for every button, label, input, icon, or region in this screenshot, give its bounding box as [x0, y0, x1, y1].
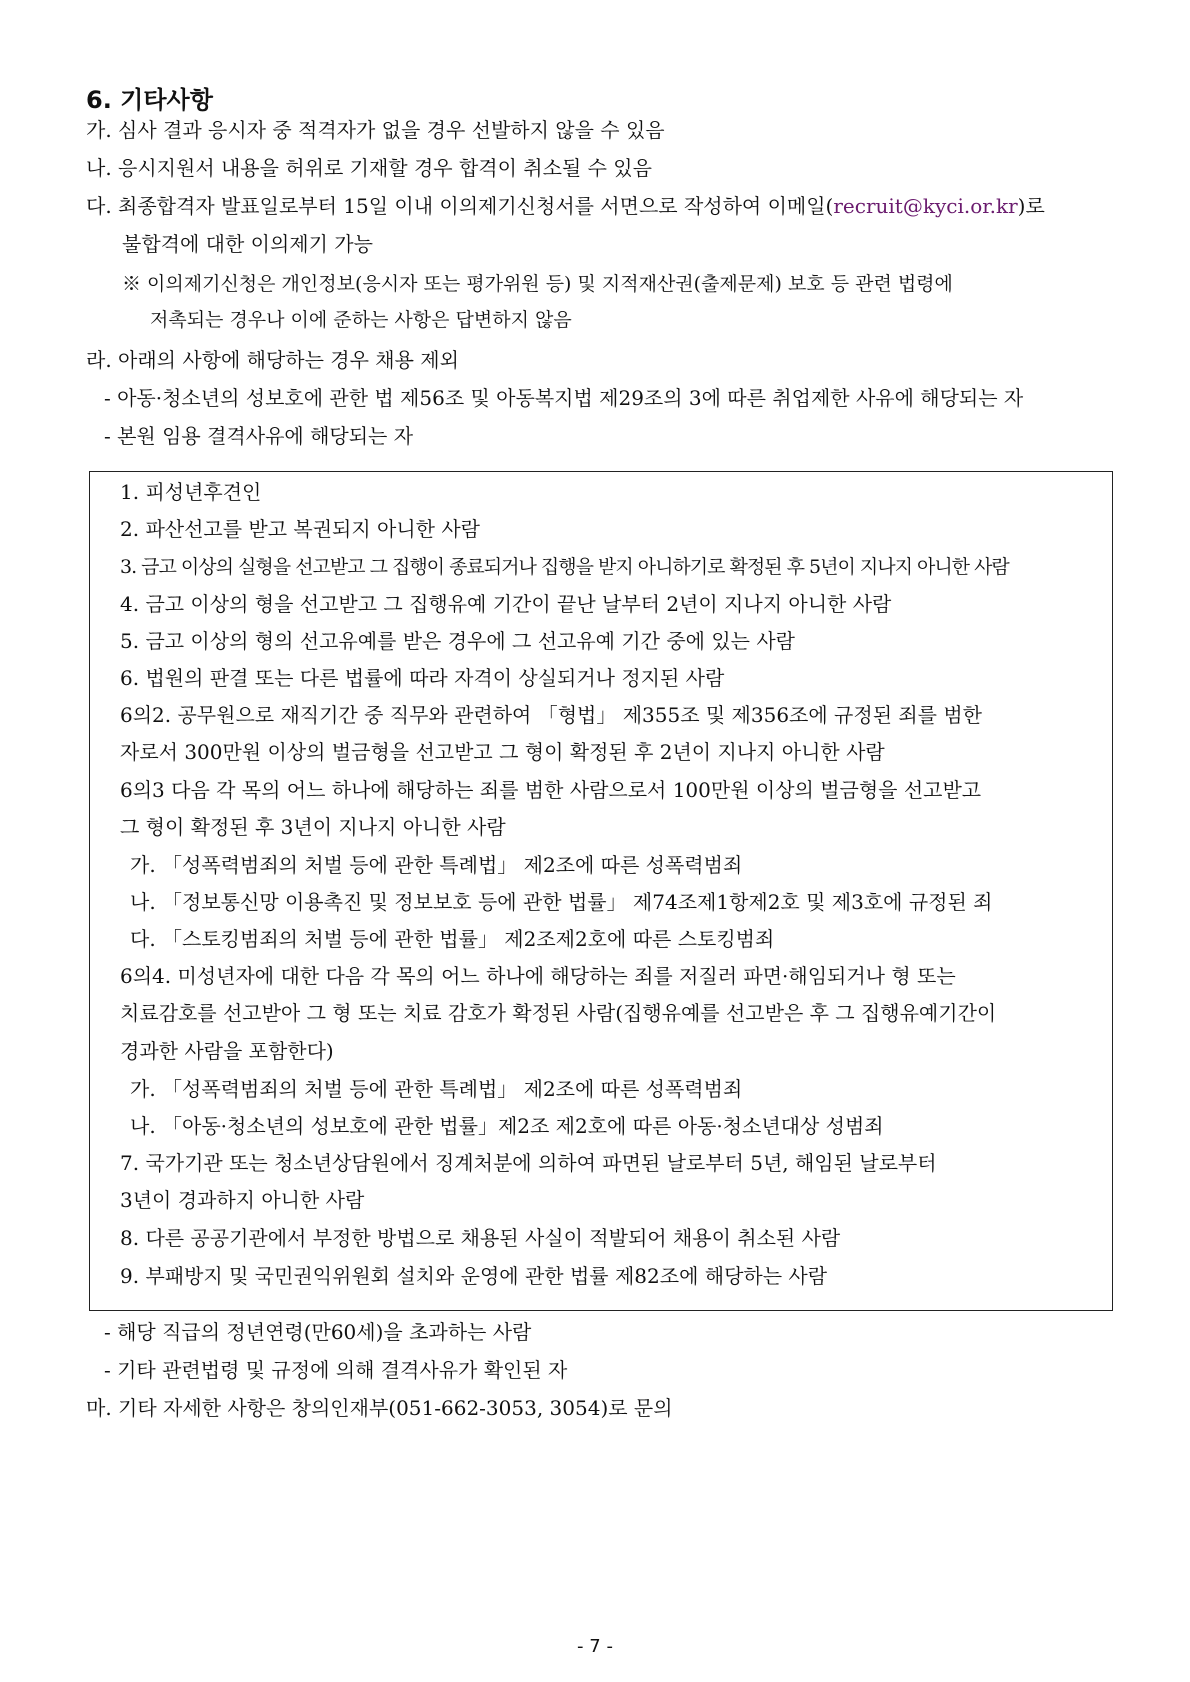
disqualification-box [89, 471, 1113, 1311]
box-line: 나. 「정보통신망 이용촉진 및 정보보호 등에 관한 법률」 제74조제1항제2호 및 제3호에 규정된 죄 [130, 890, 993, 914]
item-na: 나. 응시지원서 내용을 허위로 기재할 경우 합격이 취소될 수 있음 [86, 156, 652, 180]
item-ma: 마. 기타 자세한 사항은 창의인재부(051-662-3053, 3054)로 문의 [86, 1396, 673, 1420]
page-number: - 7 - [577, 1636, 613, 1657]
item-ga: 가. 심사 결과 응시자 중 적격자가 없을 경우 선발하지 않을 수 있음 [86, 118, 665, 142]
box-line: 다. 「스토킹범죄의 처벌 등에 관한 법률」 제2조제2호에 따른 스토킹범죄 [130, 927, 775, 951]
box-line: 4. 금고 이상의 형을 선고받고 그 집행유예 기간이 끝난 날부터 2년이 지나지 아니한 사람 [120, 592, 892, 616]
box-line: 6의3 다음 각 목의 어느 하나에 해당하는 죄를 범한 사람으로서 100만원 이상의 벌금형을 선고받고 [120, 778, 982, 802]
box-line: 경과한 사람을 포함한다) [120, 1039, 334, 1063]
box-line: 9. 부패방지 및 국민권익위원회 설치와 운영에 관한 법률 제82조에 해당하는 사람 [120, 1264, 828, 1288]
box-line: 6의4. 미성년자에 대한 다음 각 목의 어느 하나에 해당하는 죄를 저질러 파면·해임되거나 형 또는 [120, 964, 956, 988]
item-ra: 라. 아래의 사항에 해당하는 경우 채용 제외 [86, 348, 459, 372]
item-da-text-post: )로 [1017, 194, 1045, 218]
after-box-dash-2: - 기타 관련법령 및 규정에 의해 결격사유가 확인된 자 [104, 1358, 568, 1382]
box-line: 7. 국가기관 또는 청소년상담원에서 징계처분에 의하여 파면된 날로부터 5년, 해임된 날로부터 [120, 1151, 937, 1175]
box-line: 3년이 경과하지 아니한 사람 [120, 1188, 365, 1212]
note-line-2: 저촉되는 경우나 이에 준하는 사항은 답변하지 않음 [150, 309, 572, 331]
box-line: 3. 금고 이상의 실형을 선고받고 그 집행이 종료되거나 집행을 받지 아니하기로 확정된 후 5년이 지나지 아니한 사람 [120, 556, 1009, 578]
box-line: 6의2. 공무원으로 재직기간 중 직무와 관련하여 「형법」 제355조 및 제356조에 규정된 죄를 범한 [120, 703, 983, 727]
item-da-text-pre: 다. 최종합격자 발표일로부터 15일 이내 이의제기신청서를 서면으로 작성하여 이메일( [86, 194, 834, 218]
box-line: 나. 「아동·청소년의 성보호에 관한 법률」제2조 제2호에 따른 아동·청소년대상 성범죄 [130, 1114, 884, 1138]
box-line: 6. 법원의 판결 또는 다른 법률에 따라 자격이 상실되거나 정지된 사람 [120, 666, 725, 690]
item-da-line-2: 불합격에 대한 이의제기 가능 [122, 232, 373, 256]
after-box-dash-1: - 해당 직급의 정년연령(만60세)을 초과하는 사람 [104, 1320, 532, 1344]
box-line: 1. 피성년후견인 [120, 480, 262, 504]
note-line-1: ※ 이의제기신청은 개인정보(응시자 또는 평가위원 등) 및 지적재산권(출제문제) 보호 등 관련 법령에 [122, 273, 953, 295]
box-line: 그 형이 확정된 후 3년이 지나지 아니한 사람 [120, 815, 506, 839]
box-line: 8. 다른 공공기관에서 부정한 방법으로 채용된 사실이 적발되어 채용이 취소된 사람 [120, 1226, 841, 1250]
item-ra-dash-2: - 본원 임용 결격사유에 해당되는 자 [104, 424, 414, 448]
box-line: 자로서 300만원 이상의 벌금형을 선고받고 그 형이 확정된 후 2년이 지나지 아니한 사람 [120, 740, 885, 764]
email-link[interactable]: recruit@kyci.or.kr [833, 194, 1018, 218]
box-line: 5. 금고 이상의 형의 선고유예를 받은 경우에 그 선고유예 기간 중에 있는 사람 [120, 629, 795, 653]
box-line: 치료감호를 선고받아 그 형 또는 치료 감호가 확정된 사람(집행유예를 선고받은 후 그 집행유예기간이 [120, 1001, 997, 1025]
box-line: 2. 파산선고를 받고 복권되지 아니한 사람 [120, 517, 480, 541]
box-line: 가. 「성폭력범죄의 처벌 등에 관한 특례법」 제2조에 따른 성폭력범죄 [130, 853, 743, 877]
item-da-line-1 [86, 192, 1045, 220]
box-line: 가. 「성폭력범죄의 처벌 등에 관한 특례법」 제2조에 따른 성폭력범죄 [130, 1077, 743, 1101]
item-ra-dash-1: - 아동·청소년의 성보호에 관한 법 제56조 및 아동복지법 제29조의 3에 따른 취업제한 사유에 해당되는 자 [104, 386, 1024, 410]
section-title: 6. 기타사항 [86, 86, 213, 114]
